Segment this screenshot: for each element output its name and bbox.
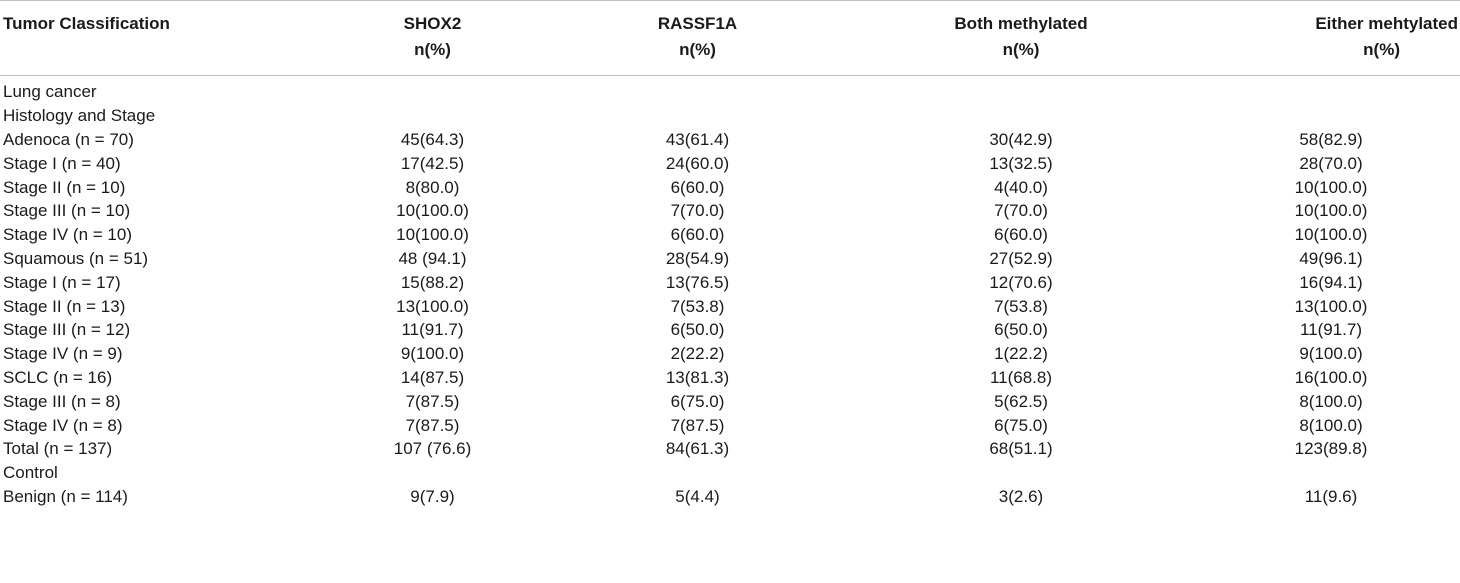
row-label: Stage IV (n = 9) xyxy=(3,344,123,364)
cell-shox2: 14(87.5) xyxy=(400,367,465,387)
row-label: Stage III (n = 12) xyxy=(3,320,131,340)
cell-both-methylated: 1(22.2) xyxy=(994,344,1048,364)
row-label: Total (n = 137) xyxy=(3,439,113,459)
table-row xyxy=(0,294,1460,318)
cell-shox2: 107 (76.6) xyxy=(393,439,472,459)
cell-either-methylated: 11(91.7) xyxy=(1299,320,1363,340)
cell-shox2: 10(100.0) xyxy=(396,225,469,245)
header-shox2: SHOX2 n(%) xyxy=(403,14,462,59)
cell-rassf1a: 6(50.0) xyxy=(670,320,725,340)
cell-both-methylated: 6(50.0) xyxy=(994,320,1048,340)
header-either-methylated: Either mehtylated n(%) xyxy=(1315,14,1458,59)
cell-rassf1a xyxy=(565,76,830,104)
cell-either-methylated: 8(100.0) xyxy=(1299,415,1363,435)
cell-either-methylated: 49(96.1) xyxy=(1299,248,1363,268)
cell-both-methylated: 5(62.5) xyxy=(994,391,1048,411)
cell-shox2: 10(100.0) xyxy=(396,201,469,221)
row-label: Stage II (n = 13) xyxy=(3,296,126,316)
cell-rassf1a xyxy=(565,104,830,128)
cell-either-methylated: 8(100.0) xyxy=(1299,391,1363,411)
cell-both-methylated: 30(42.9) xyxy=(989,129,1053,149)
cell-shox2: 9(100.0) xyxy=(400,344,465,364)
cell-rassf1a: 7(87.5) xyxy=(670,415,725,435)
cell-shox2: 48 (94.1) xyxy=(398,248,467,268)
cell-either-methylated: 9(100.0) xyxy=(1299,344,1363,364)
cell-either-methylated xyxy=(1152,76,1460,104)
cell-either-methylated: 13(100.0) xyxy=(1294,296,1368,316)
cell-rassf1a: 6(75.0) xyxy=(670,391,725,411)
header-row xyxy=(0,1,1460,76)
cell-rassf1a: 84(61.3) xyxy=(665,439,730,459)
cell-either-methylated xyxy=(1152,104,1460,128)
cell-both-methylated: 11(68.8) xyxy=(989,367,1053,387)
table-row xyxy=(0,104,1460,128)
cell-either-methylated: 10(100.0) xyxy=(1294,177,1368,197)
cell-shox2: 13(100.0) xyxy=(396,296,469,316)
cell-shox2 xyxy=(300,104,565,128)
row-label: Squamous (n = 51) xyxy=(3,248,149,268)
cell-both-methylated: 27(52.9) xyxy=(989,248,1053,268)
table-row xyxy=(0,76,1460,104)
row-label: Adenoca (n = 70) xyxy=(3,129,134,149)
table-body xyxy=(0,76,1460,509)
row-label: Stage III (n = 10) xyxy=(3,201,131,221)
header-both-methylated: Both methylated n(%) xyxy=(954,14,1088,59)
cell-shox2: 45(64.3) xyxy=(400,129,465,149)
table-header xyxy=(0,1,1460,76)
table-row xyxy=(0,318,1460,342)
row-label: Stage III (n = 8) xyxy=(3,391,121,411)
cell-either-methylated: 123(89.8) xyxy=(1294,439,1368,459)
cell-shox2: 17(42.5) xyxy=(400,153,465,173)
cell-shox2: 8(80.0) xyxy=(405,177,460,197)
table-row xyxy=(0,199,1460,223)
table-row xyxy=(0,151,1460,175)
row-label: Stage I (n = 40) xyxy=(3,153,121,173)
cell-rassf1a: 5(4.4) xyxy=(675,486,720,506)
cell-either-methylated: 16(100.0) xyxy=(1294,367,1368,387)
cell-either-methylated: 10(100.0) xyxy=(1294,201,1368,221)
row-label: Stage II (n = 10) xyxy=(3,177,126,197)
cell-rassf1a: 24(60.0) xyxy=(665,153,730,173)
cell-both-methylated: 7(70.0) xyxy=(994,201,1048,221)
cell-both-methylated xyxy=(830,461,1152,485)
row-label: Control xyxy=(3,463,58,483)
row-label: Benign (n = 114) xyxy=(3,486,128,506)
table-row xyxy=(0,223,1460,247)
cell-shox2 xyxy=(300,76,565,104)
cell-shox2: 7(87.5) xyxy=(405,391,460,411)
row-label: Histology and Stage xyxy=(3,106,156,126)
cell-shox2: 15(88.2) xyxy=(400,272,465,292)
cell-rassf1a xyxy=(565,461,830,485)
cell-shox2: 11(91.7) xyxy=(401,320,464,340)
table-row xyxy=(0,175,1460,199)
cell-both-methylated: 12(70.6) xyxy=(989,272,1053,292)
table-row xyxy=(0,366,1460,390)
row-label: SCLC (n = 16) xyxy=(3,367,113,387)
table-row xyxy=(0,342,1460,366)
cell-rassf1a: 13(76.5) xyxy=(665,272,730,292)
cell-rassf1a: 28(54.9) xyxy=(665,248,730,268)
cell-both-methylated: 6(60.0) xyxy=(994,225,1048,245)
table-row xyxy=(0,461,1460,485)
cell-rassf1a: 6(60.0) xyxy=(670,177,725,197)
cell-both-methylated: 4(40.0) xyxy=(994,177,1048,197)
table-row xyxy=(0,413,1460,437)
cell-both-methylated: 7(53.8) xyxy=(994,296,1048,316)
cell-both-methylated: 13(32.5) xyxy=(989,153,1053,173)
row-label: Lung cancer xyxy=(3,82,97,102)
cell-shox2 xyxy=(300,461,565,485)
cell-rassf1a: 43(61.4) xyxy=(665,129,730,149)
cell-shox2: 9(7.9) xyxy=(410,486,455,506)
cell-rassf1a: 6(60.0) xyxy=(670,225,725,245)
cell-both-methylated xyxy=(830,104,1152,128)
cell-either-methylated: 28(70.0) xyxy=(1299,153,1363,173)
row-label: Stage I (n = 17) xyxy=(3,272,121,292)
cell-both-methylated: 3(2.6) xyxy=(998,486,1044,506)
cell-either-methylated: 11(9.6) xyxy=(1304,486,1358,506)
row-label: Stage IV (n = 8) xyxy=(3,415,123,435)
cell-both-methylated xyxy=(830,76,1152,104)
cell-either-methylated: 16(94.1) xyxy=(1299,272,1363,292)
cell-either-methylated: 58(82.9) xyxy=(1299,129,1363,149)
cell-either-methylated: 10(100.0) xyxy=(1294,225,1368,245)
table-row xyxy=(0,270,1460,294)
table-row xyxy=(0,389,1460,413)
table-row xyxy=(0,437,1460,461)
cell-both-methylated: 6(75.0) xyxy=(994,415,1048,435)
cell-rassf1a: 13(81.3) xyxy=(665,367,730,387)
cell-rassf1a: 2(22.2) xyxy=(670,344,725,364)
table-row xyxy=(0,247,1460,271)
table-row xyxy=(0,128,1460,152)
cell-either-methylated xyxy=(1152,461,1460,485)
header-rassf1a: RASSF1A n(%) xyxy=(657,14,738,59)
cell-both-methylated: 68(51.1) xyxy=(989,439,1053,459)
table-row xyxy=(0,485,1460,509)
cell-rassf1a: 7(53.8) xyxy=(670,296,725,316)
cell-shox2: 7(87.5) xyxy=(405,415,460,435)
row-label: Stage IV (n = 10) xyxy=(3,225,132,245)
cell-rassf1a: 7(70.0) xyxy=(670,201,725,221)
header-tumor-classification: Tumor Classification xyxy=(3,14,170,33)
